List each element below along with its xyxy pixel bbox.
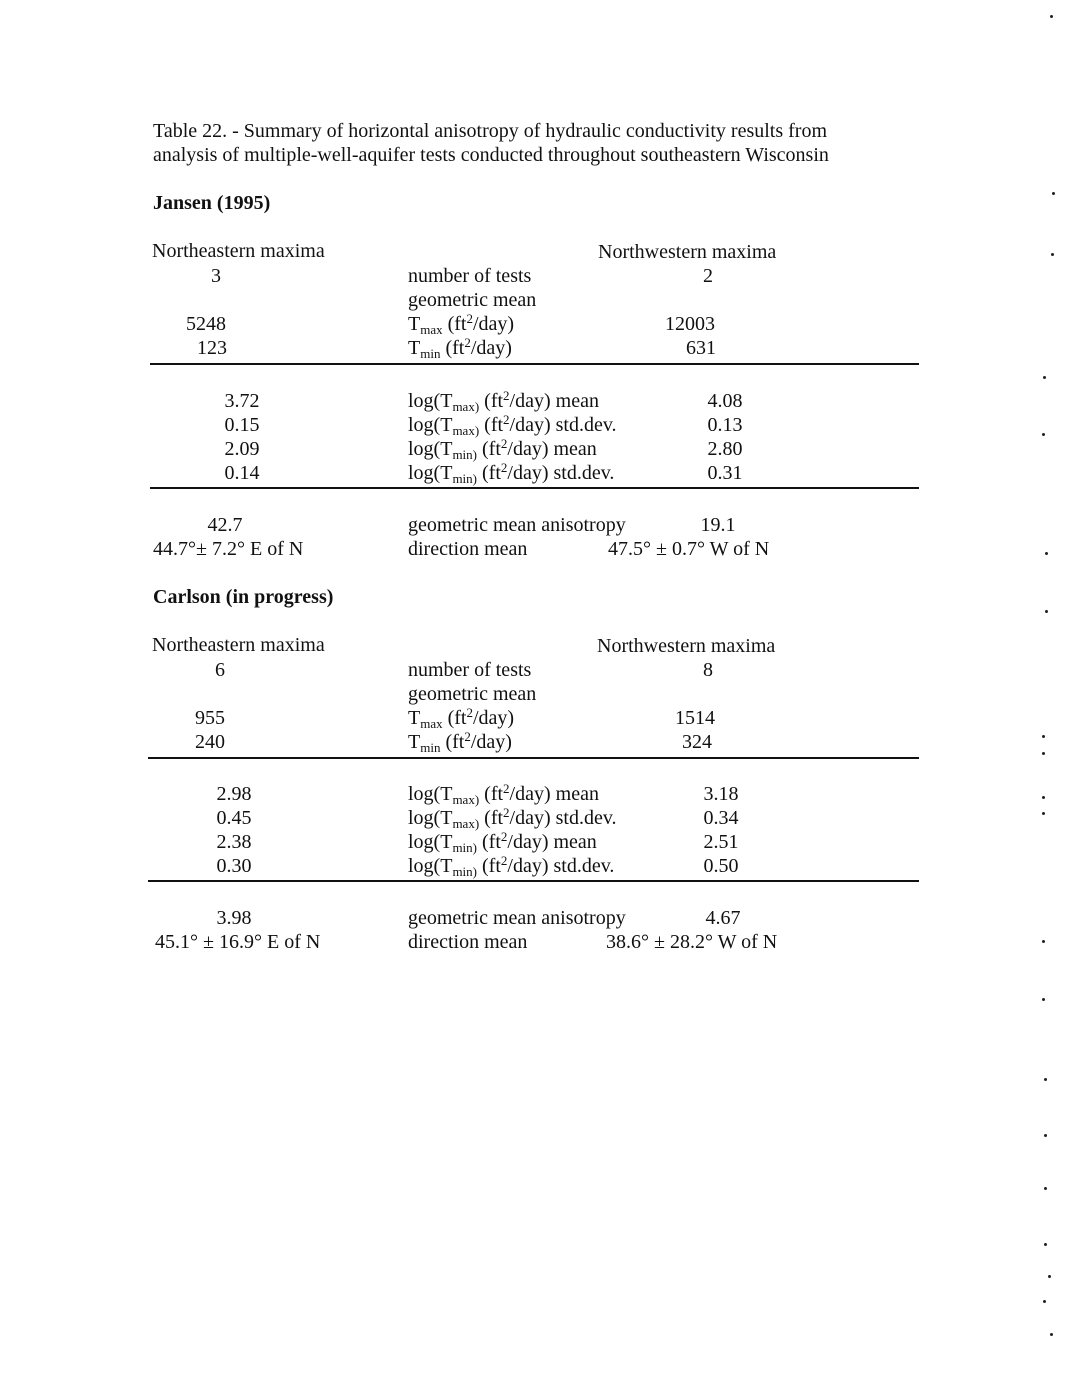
- right-header: Northwestern maxima: [598, 241, 777, 263]
- direction-right: 47.5° ± 0.7° W of N: [608, 538, 770, 560]
- log-row-left: 0.45: [216, 807, 252, 829]
- scan-speck: [1042, 433, 1045, 436]
- tmax-label: $T_{max}$ $(ft^2/day)$: [408, 705, 515, 731]
- scan-speck: [1044, 1134, 1047, 1137]
- scan-speck: [1042, 812, 1045, 815]
- anisotropy-label: geometric mean anisotropy: [408, 514, 626, 536]
- table-caption-line-2: analysis of multiple-well-aquifer tests conducted throughout southeastern Wisconsin: [153, 144, 829, 166]
- num-tests-left: 6: [215, 659, 225, 681]
- scan-speck: [1044, 1243, 1047, 1246]
- log-row-left: 2.38: [216, 831, 252, 853]
- divider: [148, 880, 919, 882]
- tmin-left: 123: [197, 337, 227, 359]
- scan-speck: [1051, 253, 1054, 256]
- divider: [150, 363, 919, 365]
- direction-right: 38.6° ± 28.2° W of N: [606, 931, 778, 953]
- log-row-label: $\log(T_{min)}$ $(ft^2/day)$ std.dev.: [408, 460, 615, 486]
- log-row-label: $\log(T_{max)}$ $(ft^2/day)$ mean: [408, 388, 599, 414]
- log-row-label: $\log(T_{min)}$ $(ft^2/day)$ mean: [408, 436, 597, 462]
- tmin-right: 631: [686, 337, 716, 359]
- num-tests-label: number of tests: [408, 265, 532, 287]
- tmax-right: 12003: [665, 313, 715, 335]
- section-title: Jansen (1995): [153, 192, 271, 214]
- tmin-left: 240: [195, 731, 225, 753]
- scan-speck: [1050, 1333, 1053, 1336]
- scan-speck: [1044, 1187, 1047, 1190]
- log-row-left: 0.30: [216, 855, 252, 877]
- scan-speck: [1045, 552, 1048, 555]
- anisotropy-left: 3.98: [216, 907, 252, 929]
- scan-speck: [1042, 752, 1045, 755]
- tmax-label: $T_{max}$ $(ft^2/day)$: [408, 311, 515, 337]
- anisotropy-left: 42.7: [207, 514, 243, 536]
- direction-label: direction mean: [408, 931, 528, 953]
- scan-speck: [1042, 796, 1045, 799]
- log-row-label: $\log(T_{min)}$ $(ft^2/day)$ std.dev.: [408, 853, 615, 879]
- scan-speck: [1042, 735, 1045, 738]
- num-tests-left: 3: [211, 265, 221, 287]
- log-row-label: $\log(T_{max)}$ $(ft^2/day)$ mean: [408, 781, 599, 807]
- scan-speck: [1042, 940, 1045, 943]
- num-tests-right: 2: [703, 265, 713, 287]
- log-row-right: 0.31: [707, 462, 743, 484]
- tmin-label: $T_{min}$ $(ft^2/day)$: [408, 335, 512, 361]
- tmin-label: $T_{min}$ $(ft^2/day)$: [408, 729, 512, 755]
- scan-speck: [1052, 192, 1055, 195]
- log-row-left: 0.14: [224, 462, 260, 484]
- log-row-left: 2.09: [224, 438, 260, 460]
- divider: [150, 487, 919, 489]
- log-row-label: $\log(T_{max)}$ $(ft^2/day)$ std.dev.: [408, 805, 617, 831]
- left-header: Northeastern maxima: [152, 634, 325, 656]
- log-row-right: 0.50: [703, 855, 739, 877]
- scan-speck: [1048, 1275, 1051, 1278]
- log-row-label: $\log(T_{max)}$ $(ft^2/day)$ std.dev.: [408, 412, 617, 438]
- direction-left: 45.1° ± 16.9° E of N: [155, 931, 321, 953]
- scan-speck: [1050, 15, 1053, 18]
- tmax-right: 1514: [675, 707, 715, 729]
- num-tests-right: 8: [703, 659, 713, 681]
- log-row-right: 4.08: [707, 390, 743, 412]
- anisotropy-label: geometric mean anisotropy: [408, 907, 626, 929]
- scan-speck: [1044, 1078, 1047, 1081]
- scan-speck: [1045, 610, 1048, 613]
- log-row-left: 0.15: [224, 414, 260, 436]
- log-row-right: 0.34: [703, 807, 739, 829]
- geometric-mean-label: geometric mean: [408, 289, 537, 311]
- scan-speck: [1043, 376, 1046, 379]
- right-header: Northwestern maxima: [597, 635, 776, 657]
- log-row-left: 3.72: [224, 390, 260, 412]
- log-row-right: 2.51: [703, 831, 739, 853]
- scan-speck: [1043, 1300, 1046, 1303]
- divider: [148, 757, 919, 759]
- tmin-right: 324: [682, 731, 712, 753]
- num-tests-label: number of tests: [408, 659, 532, 681]
- log-row-right: 2.80: [707, 438, 743, 460]
- direction-label: direction mean: [408, 538, 528, 560]
- tmax-left: 5248: [186, 313, 226, 335]
- tmax-left: 955: [195, 707, 225, 729]
- log-row-label: $\log(T_{min)}$ $(ft^2/day)$ mean: [408, 829, 597, 855]
- table-caption-line-1: Table 22. - Summary of horizontal anisotropy of hydraulic conductivity results from: [153, 120, 828, 142]
- geometric-mean-label: geometric mean: [408, 683, 537, 705]
- section-title: Carlson (in progress): [153, 586, 334, 608]
- anisotropy-right: 4.67: [705, 907, 741, 929]
- left-header: Northeastern maxima: [152, 240, 325, 262]
- log-row-right: 0.13: [707, 414, 743, 436]
- log-row-left: 2.98: [216, 783, 252, 805]
- log-row-right: 3.18: [703, 783, 739, 805]
- scan-speck: [1042, 998, 1045, 1001]
- direction-left: 44.7°± 7.2° E of N: [153, 538, 304, 560]
- anisotropy-right: 19.1: [700, 514, 736, 536]
